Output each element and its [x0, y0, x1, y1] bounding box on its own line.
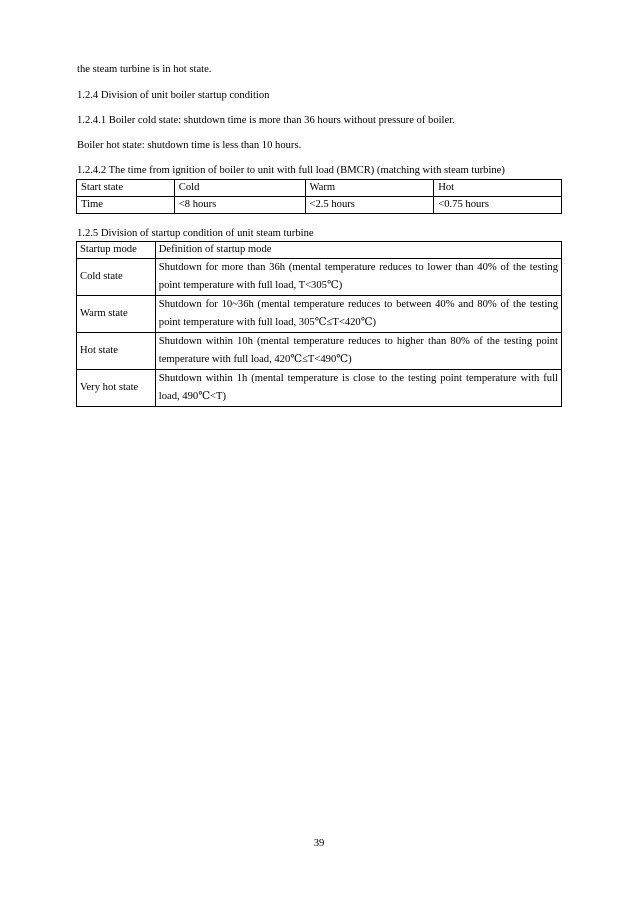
heading-1-2-4: 1.2.4 Division of unit boiler startup condition	[77, 90, 270, 101]
table-cell: Hot	[434, 180, 562, 197]
startup-mode-cell: Hot state	[77, 333, 156, 370]
table-row	[77, 197, 562, 214]
startup-definition-cell: Shutdown within 1h (mental temperature is close to the testing point temperature with full load, 490℃<T)	[155, 370, 561, 407]
table-header-row	[77, 180, 562, 197]
table-cell: Cold	[174, 180, 305, 197]
startup-definition-cell: Shutdown within 10h (mental temperature reduces to higher than 80% of the testing point temperature with full load, 420℃≤T<490℃)	[155, 333, 561, 370]
paragraph-boiler-hot-state: Boiler hot state: shutdown time is less than 10 hours.	[77, 140, 302, 151]
paragraph-hot-state-continuation: the steam turbine is in hot state.	[77, 64, 212, 75]
table-row	[77, 333, 562, 370]
paragraph-boiler-cold-state: 1.2.4.1 Boiler cold state: shutdown time is more than 36 hours without pressure of boiler.	[77, 115, 455, 126]
table-cell: <0.75 hours	[434, 197, 562, 214]
startup-mode-cell: Cold state	[77, 259, 156, 296]
table-cell: Warm	[305, 180, 434, 197]
table-row	[77, 259, 562, 296]
boiler-startup-time-table	[76, 179, 562, 214]
startup-definition-cell: Shutdown for more than 36h (mental temperature reduces to lower than 40% of the testing point temperature with full load, T<305℃)	[155, 259, 561, 296]
startup-mode-cell: Warm state	[77, 296, 156, 333]
turbine-startup-mode-table	[76, 241, 562, 407]
table-row	[77, 296, 562, 333]
heading-1-2-4-2: 1.2.4.2 The time from ignition of boiler to unit with full load (BMCR) (matching with steam turbine)	[77, 165, 505, 176]
startup-mode-cell: Very hot state	[77, 370, 156, 407]
table-cell: Startup mode	[77, 242, 156, 259]
table-cell: Start state	[77, 180, 175, 197]
table-cell: Definition of startup mode	[155, 242, 561, 259]
page-number: 39	[313, 838, 325, 849]
startup-definition-cell: Shutdown for 10~36h (mental temperature reduces to between 40% and 80% of the testing point temperature with full load, 305℃≤T<420℃)	[155, 296, 561, 333]
table-cell: <8 hours	[174, 197, 305, 214]
table-row	[77, 370, 562, 407]
heading-1-2-5: 1.2.5 Division of startup condition of unit steam turbine	[77, 228, 314, 239]
table-cell: <2.5 hours	[305, 197, 434, 214]
table-header-row	[77, 242, 562, 259]
table-cell: Time	[77, 197, 175, 214]
